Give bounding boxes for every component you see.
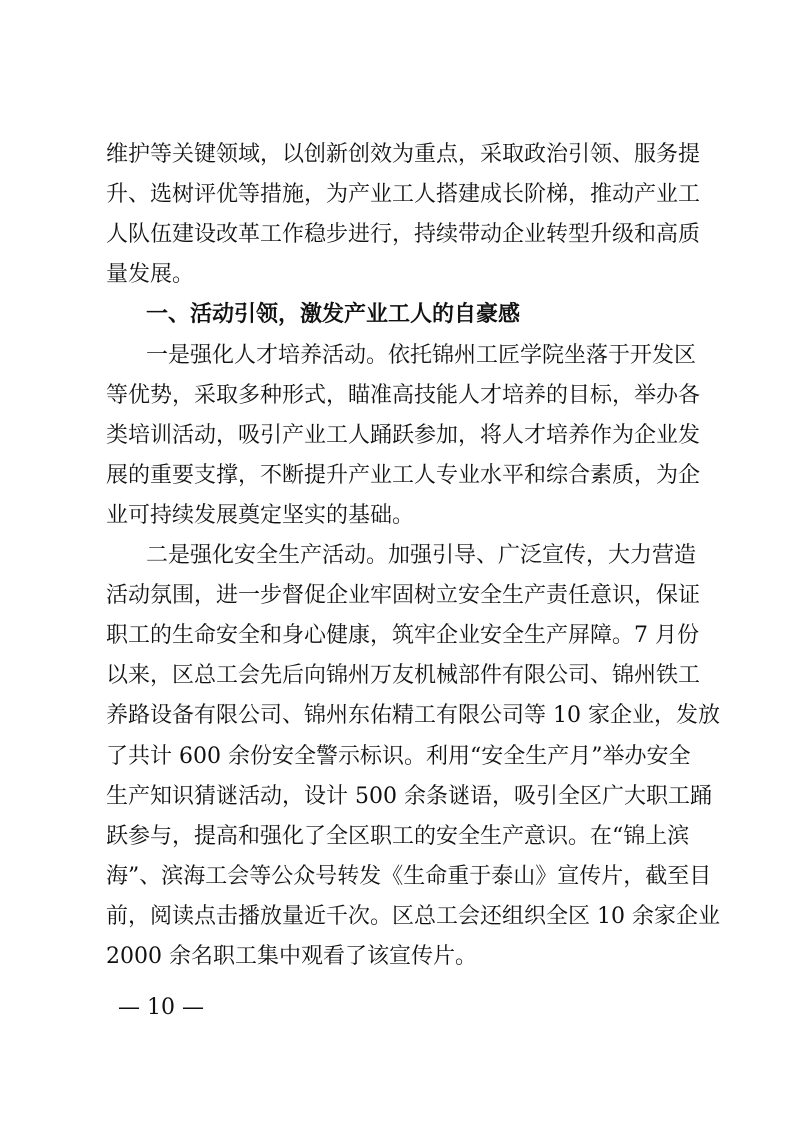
text-line: 跃参与，提高和强化了全区职工的安全生产意识。在“锦上滨	[106, 823, 690, 849]
text-line: 养路设备有限公司、锦州东佑精工有限公司等 10 家企业，发放	[106, 703, 720, 729]
text-line: 了共计 600 余份安全警示标识。利用“安全生产月”举办安全	[106, 743, 691, 769]
text-line: 海”、滨海工会等公众号转发《生命重于泰山》宣传片，截至目	[106, 863, 712, 889]
text-line: 展的重要支撑，不断提升产业工人专业水平和综合素质，为企	[106, 462, 701, 488]
text-line: 升、选树评优等措施，为产业工人搭建成长阶梯，推动产业工	[106, 182, 701, 208]
text-line: 维护等关键领域，以创新创效为重点，采取政治引领、服务提	[106, 142, 701, 167]
text-line: 量发展。	[106, 262, 195, 288]
text-line: 类培训活动，吸引产业工人踊跃参加，将人才培养作为企业发	[106, 422, 701, 448]
page-number: — 10 —	[118, 995, 204, 1020]
text-line: 人队伍建设改革工作稳步进行，持续带动企业转型升级和高质	[106, 222, 701, 248]
text-line: 职工的生命安全和身心健康，筑牢企业安全生产屏障。7 月份	[106, 623, 699, 649]
text-line: 前，阅读点击播放量近千次。区总工会还组织全区 10 余家企业	[106, 903, 720, 929]
text-line: 一是强化人才培养活动。依托锦州工匠学院坐落于开发区	[146, 342, 697, 368]
text-line: 业可持续发展奠定坚实的基础。	[106, 502, 415, 528]
text-line: 二是强化安全生产活动。加强引导、广泛宣传，大力营造	[146, 543, 697, 568]
text-line: 活动氛围，进一步督促企业牢固树立安全生产责任意识，保证	[106, 583, 701, 609]
text-line: 等优势，采取多种形式，瞄准高技能人才培养的目标，举办各	[106, 382, 701, 408]
text-line: 2000 余名职工集中观看了该宣传片。	[106, 944, 477, 969]
text-line: 生产知识猜谜活动，设计 500 余条谜语，吸引全区广大职工踊	[106, 783, 712, 809]
heading-line: 一、活动引领，激发产业工人的自豪感	[146, 302, 521, 328]
text-line: 以来，区总工会先后向锦州万友机械部件有限公司、锦州铁工	[106, 663, 701, 689]
